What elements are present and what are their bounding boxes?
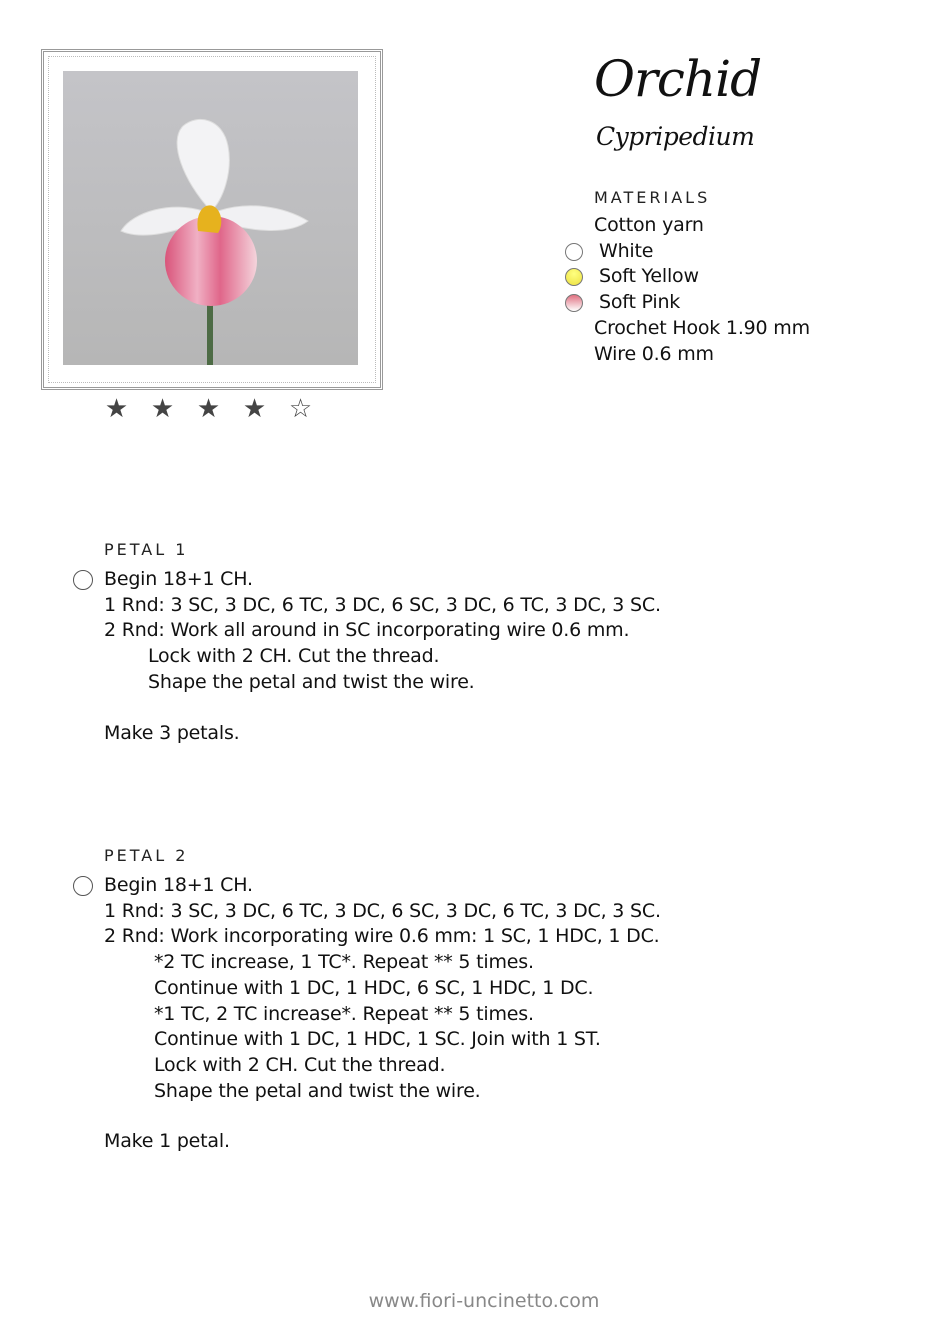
instruction-line: Begin 18+1 CH. <box>104 874 253 896</box>
color-swatch-icon <box>565 294 583 312</box>
petal2-section <box>104 846 661 1155</box>
petal1-heading: PETAL 1 <box>104 540 189 559</box>
pattern-subtitle: Cypripedium <box>596 122 755 151</box>
star-filled-icon: ★ <box>242 394 267 424</box>
orchid-photo <box>63 71 358 365</box>
instruction-line: 2 Rnd: Work incorporating wire 0.6 mm: 1 SC, 1 HDC, 1 DC. <box>104 925 660 948</box>
instruction-line: *2 TC increase, 1 TC*. Repeat ** 5 times. <box>154 951 534 974</box>
make-count: Make 1 petal. <box>104 1130 230 1153</box>
color-swatch-icon <box>565 268 583 286</box>
petal1-section <box>104 540 661 746</box>
make-count: Make 3 petals. <box>104 721 240 744</box>
instruction-line: Continue with 1 DC, 1 HDC, 6 SC, 1 HDC, 1 DC. <box>154 976 594 999</box>
material-color-pink: Soft Pink <box>594 290 810 316</box>
instruction-line: Shape the petal and twist the wire. <box>148 670 475 693</box>
footer-website: www.fiori-uncinetto.com <box>368 1290 600 1312</box>
instruction-line: 1 Rnd: 3 SC, 3 DC, 6 TC, 3 DC, 6 SC, 3 DC, 6 TC, 3 DC, 3 SC. <box>104 593 661 616</box>
instruction-line: Begin 18+1 CH. <box>104 568 253 590</box>
color-swatch-icon <box>565 243 583 261</box>
star-filled-icon: ★ <box>150 394 175 424</box>
material-color-yellow: Soft Yellow <box>594 264 810 290</box>
instruction-line: 1 Rnd: 3 SC, 3 DC, 6 TC, 3 DC, 6 SC, 3 DC, 6 TC, 3 DC, 3 SC. <box>104 899 661 922</box>
materials-section <box>594 188 810 367</box>
instruction-line: 2 Rnd: Work all around in SC incorporating wire 0.6 mm. <box>104 619 630 642</box>
instruction-line: *1 TC, 2 TC increase*. Repeat ** 5 times. <box>154 1002 534 1025</box>
progress-checkbox[interactable] <box>73 876 93 896</box>
star-empty-icon: ☆ <box>288 394 313 424</box>
star-filled-icon: ★ <box>104 394 129 424</box>
material-wire: Wire 0.6 mm <box>594 342 714 365</box>
material-color-white: White <box>594 239 810 265</box>
instruction-line: Lock with 2 CH. Cut the thread. <box>148 645 440 668</box>
petal2-heading: PETAL 2 <box>104 846 189 865</box>
instruction-line: Lock with 2 CH. Cut the thread. <box>154 1053 446 1076</box>
pattern-title: Orchid <box>594 50 762 108</box>
materials-heading: MATERIALS <box>594 188 711 207</box>
star-filled-icon: ★ <box>196 394 221 424</box>
difficulty-rating <box>104 394 313 424</box>
progress-checkbox[interactable] <box>73 570 93 590</box>
material-hook: Crochet Hook 1.90 mm <box>594 316 810 339</box>
instruction-line: Shape the petal and twist the wire. <box>154 1079 481 1102</box>
instruction-line: Continue with 1 DC, 1 HDC, 1 SC. Join with 1 ST. <box>154 1028 601 1051</box>
material-yarn: Cotton yarn <box>594 214 704 236</box>
